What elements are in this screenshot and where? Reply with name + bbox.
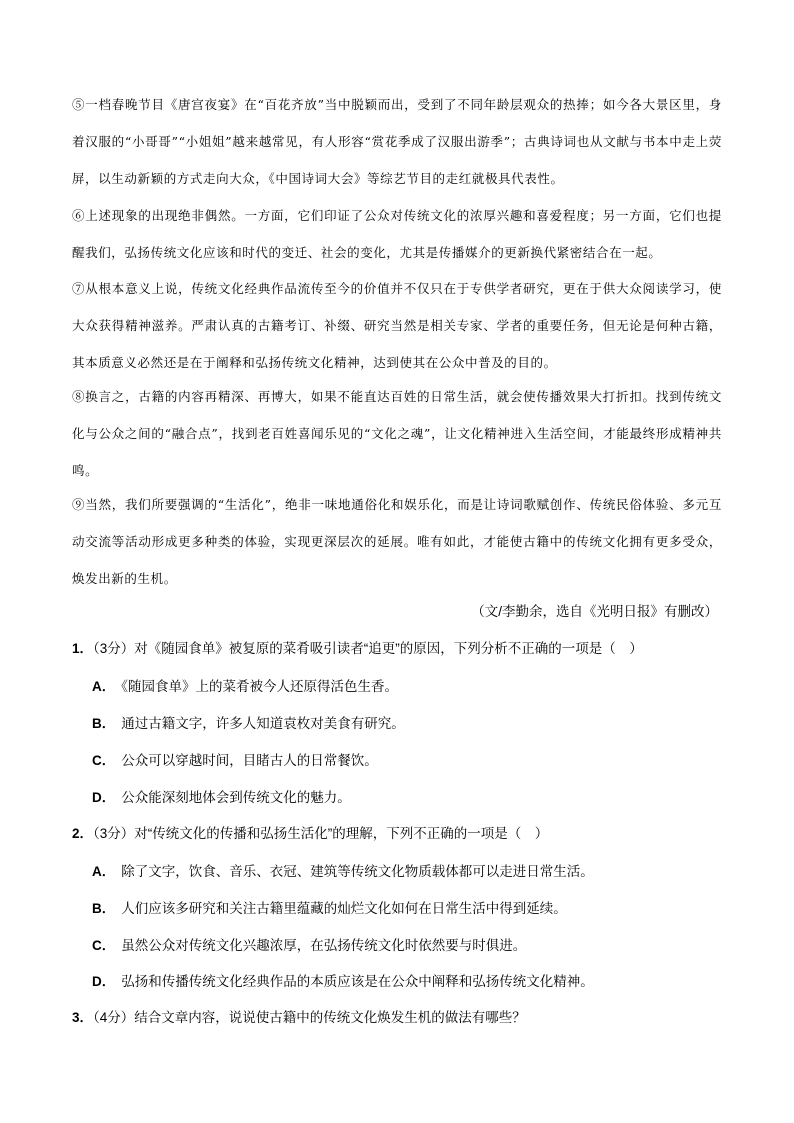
question-1-option-d[interactable]: [92, 786, 351, 810]
option-text: 虽然公众对传统文化兴趣浓厚，在弘扬传统文化时依然要与时俱进。: [121, 938, 527, 953]
passage-paragraph-9: [72, 486, 722, 597]
passage-paragraph-8: [72, 378, 722, 489]
passage-paragraph-7: [72, 270, 722, 381]
paragraph-6-text: ⑥上述现象的出现绝非偶然。一方面，它们印证了公众对传统文化的浓厚兴趣和喜爱程度；另一方面，它们也提醒我们，弘扬传统文化应该和时代的变迁、社会的变化，尤其是传播媒介的更新换代紧密结合在一起。: [72, 208, 722, 260]
question-2-option-c[interactable]: [92, 934, 526, 958]
passage-paragraph-6: [72, 197, 722, 271]
question-2-option-b[interactable]: [92, 897, 567, 921]
paragraph-7-text: ⑦从根本意义上说，传统文化经典作品流传至今的价值并不仅只在于专供学者研究，更在于供大众阅读学习，使大众获得精神滋养。严肃认真的古籍考订、补缀、研究当然是相关专家、学者的重要任务，但无论是何种古籍，其本质意义必然还是在于阐释和弘扬传统文化精神，达到使其在公众中普及的目的。: [72, 281, 722, 370]
paragraph-9-text: ⑨当然，我们所要强调的“生活化”，绝非一味地通俗化和娱乐化，而是让诗词歌赋创作、传统民俗体验、多元互动交流等活动形成更多种类的体验，实现更深层次的延展。唯有如此，才能使古籍中的传统文化拥有更多受众，焕发出新的生机。: [72, 497, 722, 586]
question-3: [72, 1006, 526, 1030]
question-1-option-c[interactable]: [92, 749, 378, 773]
question-1-option-a[interactable]: [92, 675, 398, 699]
question-2-number: 2．: [72, 826, 94, 841]
paragraph-5-text: ⑤一档春晚节目《唐宫夜宴》在“百花齐放”当中脱颖而出，受到了不同年龄层观众的热捧；如今各大景区里，身着汉服的“小哥哥”“小姐姐”越来越常见，有人形容“赏花季成了汉服出游季”；古典诗词也从文献与书本中走上荧屏，以生动新颖的方式走向大众，《中国诗词大会》等综艺节目的走红就极具代表性。: [72, 97, 722, 186]
option-letter: A．: [92, 679, 116, 694]
option-text: 人们应该多研究和关注古籍里蕴藏的灿烂文化如何在日常生活中得到延续。: [121, 901, 567, 916]
question-1-stem: （3分）对《随园食单》被复原的菜肴吸引读者“追更”的原因，下列分析不正确的一项是（ ）: [93, 641, 643, 656]
option-letter: B．: [92, 901, 116, 916]
paragraph-8-text: ⑧换言之，古籍的内容再精深、再博大，如果不能直达百姓的日常生活，就会使传播效果大打折扣。找到传统文化与公众之间的“融合点”，找到老百姓喜闻乐见的“文化之魂”，让文化精神进入生活空间，才能最终形成精神共鸣。: [72, 389, 722, 478]
source-citation: （文/李勤余，选自《光明日报》有删改）: [471, 604, 718, 619]
option-text: 通过古籍文字，许多人知道袁枚对美食有研究。: [121, 716, 405, 731]
option-letter: B．: [92, 716, 116, 731]
option-letter: A．: [92, 864, 116, 879]
question-2-option-d[interactable]: [92, 970, 594, 994]
question-1: [72, 637, 643, 661]
question-3-number: 3．: [72, 1010, 94, 1025]
question-3-stem: （4分）结合文章内容，说说使古籍中的传统文化焕发生机的做法有哪些？: [93, 1010, 526, 1025]
option-text: 公众可以穿越时间，目睹古人的日常餐饮。: [121, 753, 378, 768]
question-2-option-a[interactable]: [92, 860, 594, 884]
question-1-number: 1．: [72, 641, 94, 656]
question-2: [72, 822, 548, 846]
option-letter: D．: [92, 974, 116, 989]
option-letter: C．: [92, 753, 116, 768]
option-letter: D．: [92, 790, 116, 805]
question-1-option-b[interactable]: [92, 712, 405, 736]
option-text: 除了文字，饮食、音乐、衣冠、建筑等传统文化物质载体都可以走进日常生活。: [121, 864, 594, 879]
option-letter: C．: [92, 938, 116, 953]
option-text: 弘扬和传播传统文化经典作品的本质应该是在公众中阐释和弘扬传统文化精神。: [121, 974, 594, 989]
question-2-stem: （3分）对“传统文化的传播和弘扬生活化”的理解，下列不正确的一项是（ ）: [93, 826, 549, 841]
option-text: 公众能深刻地体会到传统文化的魅力。: [121, 790, 351, 805]
passage-paragraph-5: [72, 86, 722, 197]
option-text: 《随园食单》上的菜肴被今人还原得活色生香。: [121, 679, 398, 694]
